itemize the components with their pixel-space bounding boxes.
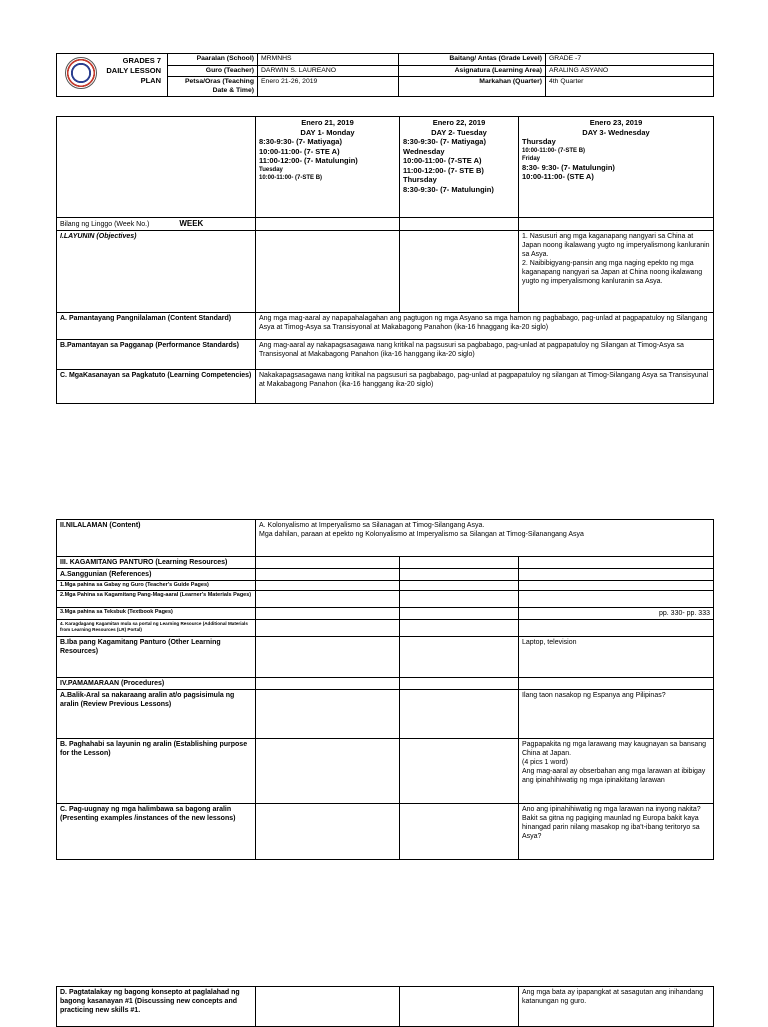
teacher-label: Guro (Teacher) (168, 65, 258, 77)
content-standard-label: A. Pamantayang Pangnilalaman (Content Standard) (57, 313, 256, 340)
examples-day3: Ano ang ipinahihiwatig ng mga larawan na inyong nakita? Bakit sa gitna ng pagiging maunlad ng Europa bakit kaya hinangad parin nilang masakop ng iba't-ibang teritoryo sa Asya? (519, 804, 714, 860)
day-2-name: DAY 2- Tuesday (431, 127, 487, 137)
schedule-line: 8:30-9:30- (7- Matulungin) (403, 184, 494, 194)
schedule-line: 10:00-11:00- (7-STE A) (403, 156, 482, 165)
procedures-label: IV.PAMAMARAAN (Procedures) (57, 678, 256, 690)
procedures-table (56, 519, 714, 860)
quarter-value-text: 4th Quarter (549, 78, 584, 85)
week-row-label (57, 218, 256, 231)
content-value: A. Kolonyalismo at Imperyalismo sa Silanagan at Timog-Silangang Asya. Mga dahilan, paraan at epekto ng Kolonyalismo at Imperyalismo sa Silangan at Timog-Silanangang Asya (256, 520, 714, 557)
day-2-header (400, 117, 519, 218)
other-resources-label: B.Iba pang Kagamitang Panturo (Other Learning Resources) (57, 637, 256, 678)
quarter-label: Markahan (Quarter) (399, 77, 546, 97)
resources-label: III. KAGAMITANG PANTURO (Learning Resources) (57, 557, 256, 569)
schedule-line: Tuesday (259, 166, 283, 173)
purpose-day3: Pagpapakita ng mga larawang may kaugnayan sa bansang China at Japan. (4 pics 1 word) Ang mag-aaral ay obserbahan ang mga larawan at ibibigay ang ipinahihiwatig ng mga ipinakitang larawan (519, 739, 714, 804)
schedule-line: 10:00-11:00- (7-STE B) (259, 174, 323, 181)
grade-level-label: Baitang/ Antas (Grade Level) (399, 54, 546, 66)
schedule-line: Thursday (522, 137, 556, 146)
review-label: A.Balik-Aral sa nakaraang aralin at/o pagsisimula ng aralin (Review Previous Lessons) (57, 690, 256, 739)
teacher-value: DARWIN S. LAUREANO (258, 65, 399, 77)
day-2-schedule (403, 137, 515, 194)
competencies-label: C. MgaKasanayan sa Pagkatuto (Learning Competencies) (57, 370, 256, 404)
objectives-label: I.LAYUNIN (Objectives) (57, 231, 256, 313)
subject-label: Asignatura (Learning Area) (399, 65, 546, 77)
date-label: Petsa/Oras (Teaching Date & Time) (168, 77, 258, 97)
references-label: A.Sanggunian (References) (57, 569, 256, 581)
performance-standard-value: Ang mag-aaral ay nakapagsasagawa nang kritikal na pagsusuri sa pagbabago, pag-unlad at pagpapatuloy ng Silangan at Timog-Asya sa Transisyonal at Makabagong Panahon (ika-16 hanggang ika-20 siglo) (256, 340, 714, 370)
schedule-line: 8:30-9:30- (7- Matiyaga) (403, 137, 486, 146)
schedule-line: 8:30-9:30- (7- Matiyaga) (259, 137, 342, 146)
purpose-label: B. Paghahabi sa layunin ng aralin (Establishing purpose for the Lesson) (57, 739, 256, 804)
days-header-blank (57, 117, 256, 218)
day-1-header (256, 117, 400, 218)
dlp-title-line1: DAILY LESSON (106, 66, 161, 75)
schedule-line: 11:00-12:00- (7- Matulungin) (259, 156, 358, 165)
content-standard-value: Ang mga mag-aaral ay napapahalagahan ang pagtugon ng mga Asyano sa mga hamon ng pagbabago, pag-unlad at pagpapatuloy ng Silangang Asya at Timog-Asya sa Transisyonal at Makabagong Panahon (ika-16 hnaggang ika-20 siglo) (256, 313, 714, 340)
school-value: MRMNHS (258, 54, 399, 66)
deped-seal-icon (65, 57, 97, 89)
objectives-table (56, 116, 714, 404)
week-label: Bilang ng Linggo (Week No.) (60, 221, 150, 228)
discussion-table (56, 986, 714, 1027)
grade-title: GRADES 7 (122, 56, 161, 65)
schedule-line: 10:00-11:00- (7-STE B) (522, 147, 586, 154)
discuss-day3: Ang mga bata ay ipapangkat at sasagutan ang inihandang katanungan ng guro. (519, 987, 714, 1027)
schedule-line: 10:00-11:00- (7- STE A) (259, 146, 340, 156)
objectives-day3: 1. Nasusuri ang mga kaganapang nangyari sa China at Japan noong ikalawang yugto ng imperyalismong kanluranin sa Asya. 2. Naibibigyang-pansin ang mga naging epekto ng mga kaganapang nangyari sa Japan at China noong ikalawang yugto ng imperyalismong kanluranin sa Asya. (519, 231, 714, 313)
dlp-title-line2: PLAN (140, 76, 161, 85)
schedule-line: 8:30- 9:30- (7- Matulungin) (522, 162, 615, 172)
other-resources-day3: Laptop, television (519, 637, 714, 678)
content-label: II.NILALAMAN (Content) (57, 520, 256, 557)
schedule-line: 11:00-12:00- (7- STE B) (403, 165, 484, 175)
schedule-line: Thursday (403, 175, 437, 184)
schedule-line: Wednesday (403, 146, 445, 156)
subject-value: ARALING ASYANO (546, 65, 714, 77)
review-day3: Ilang taon nasakop ng Espanya ang Pilipinas? (519, 690, 714, 739)
day-1-date: Enero 21, 2019 (301, 118, 354, 127)
school-label: Paaralan (School) (168, 54, 258, 66)
lm-pages-label: 2.Mga Pahina sa Kagamitang Pang-Mag-aaral (Learner's Materials Pages) (57, 591, 256, 608)
schedule-line: Friday (522, 155, 541, 162)
date-value: Enero 21-26, 2019 (258, 77, 399, 97)
deped-header-cell (57, 54, 168, 97)
day-1-schedule (259, 137, 396, 182)
day-3-header (519, 117, 714, 218)
week-value: WEEK (179, 219, 204, 228)
discuss-label: D. Pagtatalakay ng bagong konsepto at paglalahad ng bagong kasanayan #1 (Discussing new concepts and practicing new skills #1. (57, 987, 256, 1027)
day-3-date: Enero 23, 2019 (589, 118, 643, 127)
day-3-schedule (522, 137, 710, 182)
day-2-date: Enero 22, 2019 (432, 118, 486, 127)
lr-portal-label: 4. Karagdagang Kagamitan mula sa portal ng Learning Resource (Additional Materials from Learning Resources (LR) Portal) (57, 620, 256, 637)
day-1-name: DAY 1- Monday (300, 127, 355, 137)
performance-standard-label: B.Pamantayan sa Pagganap (Performance Standards) (57, 340, 256, 370)
header-table (56, 53, 714, 97)
competencies-value: Nakakapagsasagawa nang kritikal na pagsusuri sa pagbabago, pag-unlad at pagpapatuloy ng silangan at Timog-Silangang Asya sa Transisyunal at Makabagong Panahon (ika-16 hanggang ika-20 siglo) (256, 370, 714, 404)
examples-label: C. Pag-uugnay ng mga halimbawa sa bagong aralin (Presenting examples /instances of the new lessons) (57, 804, 256, 860)
schedule-line: 10:00-11:00- (STE A) (522, 172, 594, 181)
quarter-value (546, 77, 714, 97)
tg-pages-label: 1.Mga pahina sa Gabay ng Guro (Teacher's Guide Pages) (57, 581, 256, 591)
textbook-pages-day3: pp. 330- pp. 333 (519, 608, 714, 620)
grade-level-value: GRADE -7 (546, 54, 714, 66)
day-3-name: DAY 3- Wednesday (582, 127, 650, 137)
textbook-pages-label: 3.Mga pahina sa Teksbuk (Textbook Pages) (57, 608, 256, 620)
